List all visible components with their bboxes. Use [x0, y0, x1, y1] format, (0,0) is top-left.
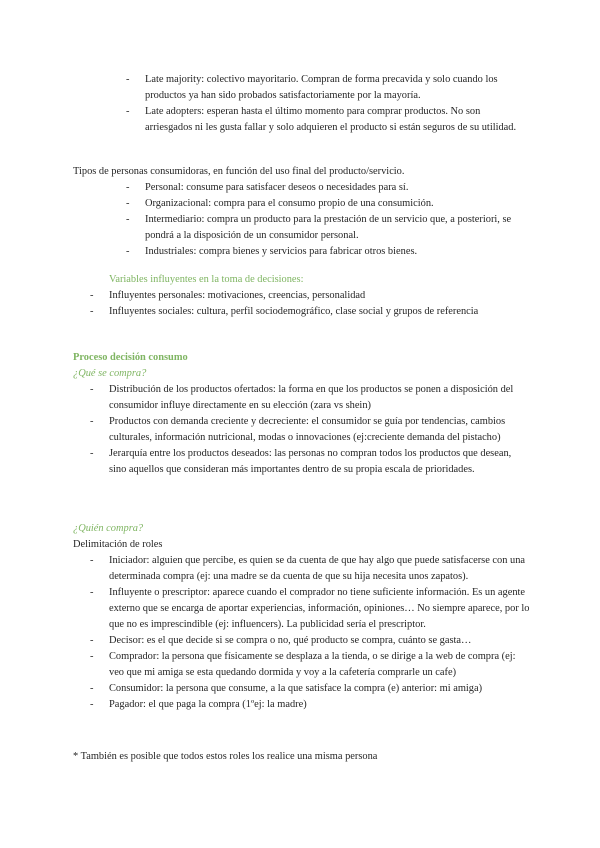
- quien-compra-heading: ¿Quién compra?: [73, 523, 144, 534]
- list-item: [126, 196, 521, 212]
- list-item: [90, 382, 530, 414]
- list-item-text: Decisor: es el que decide si se compra o no, qué producto se compra, cuánto se gasta…: [109, 635, 472, 646]
- list-item-text: Influyentes sociales: cultura, perfil sociodemográfico, clase social y grupos de referencia: [109, 306, 479, 317]
- list-item: [90, 553, 530, 585]
- bullet-dash: -: [90, 448, 94, 459]
- bullet-dash: -: [90, 651, 94, 662]
- proceso-heading: Proceso decisión consumo: [73, 352, 188, 363]
- list-item: [90, 697, 530, 713]
- que-se-compra-heading: ¿Qué se compra?: [73, 368, 147, 379]
- list-item: [126, 72, 526, 104]
- list-item: [90, 288, 530, 304]
- list-item: [126, 244, 521, 260]
- variables-list: [90, 288, 530, 320]
- proceso-list: [90, 382, 530, 478]
- list-item-text: Influyente o prescriptor: aparece cuando el comprador no tiene suficiente información. Es un agente externo que se encarga de aportar experiencias, información, opiniones… No siempre aparece, por lo que no es imprescindible (ej: influencers). La publicidad sería el prescriptor.: [109, 587, 530, 630]
- list-item-text: Late adopters: esperan hasta el último momento para comprar productos. No son arriesgados ni les gusta fallar y solo adquieren el producto si están seguros de su utilidad.: [145, 106, 517, 133]
- bullet-dash: -: [90, 306, 94, 317]
- adopters-list: [126, 72, 526, 136]
- bullet-dash: -: [90, 683, 94, 694]
- list-item-text: Organizacional: compra para el consumo propio de una consumición.: [145, 198, 434, 209]
- list-item-text: Consumidor: la persona que consume, a la que satisface la compra (e) anterior: mi amiga): [109, 683, 483, 694]
- list-item-text: Productos con demanda creciente y decreciente: el consumidor se guía por tendencias, cambios culturales, información nutricional, modas o innovaciones (ej:creciente demanda del pistacho): [109, 416, 506, 443]
- bullet-dash: -: [90, 555, 94, 566]
- variables-title: Variables influyentes en la toma de decisiones:: [109, 274, 304, 285]
- bullet-dash: -: [90, 384, 94, 395]
- list-item-text: Personal: consume para satisfacer deseos o necesidades para sí.: [145, 182, 409, 193]
- list-item-text: Influyentes personales: motivaciones, creencias, personalidad: [109, 290, 366, 301]
- list-item-text: Intermediario: compra un producto para la prestación de un servicio que, a posteriori, se pondrá a la disposición de un consumidor personal.: [145, 214, 512, 241]
- list-item: [90, 446, 530, 478]
- bullet-dash: -: [90, 290, 94, 301]
- bullet-dash: -: [90, 699, 94, 710]
- bullet-dash: -: [126, 198, 130, 209]
- bullet-dash: -: [90, 416, 94, 427]
- bullet-dash: -: [90, 635, 94, 646]
- bullet-dash: -: [126, 182, 130, 193]
- list-item-text: Industriales: compra bienes y servicios para fabricar otros bienes.: [145, 246, 418, 257]
- list-item: [126, 104, 526, 136]
- bullet-dash: -: [126, 74, 130, 85]
- roles-list: [90, 553, 530, 713]
- list-item-text: Iniciador: alguien que percibe, es quien se da cuenta de que hay algo que puede satisfacerse con una determinada compra (ej: una madre se da cuenta de que su hija necesita unos zapatos).: [109, 555, 526, 582]
- list-item: [90, 304, 530, 320]
- list-item-text: Jerarquía entre los productos deseados: las personas no compran todos los productos que desean, sino aquellos que consideran más importantes dentro de su propia escala de prioridades.: [109, 448, 512, 475]
- list-item-text: Late majority: colectivo mayoritario. Compran de forma precavida y solo cuando los productos ya han sido probados satisfactoriamente por la mayoría.: [145, 74, 498, 101]
- list-item: [90, 649, 530, 681]
- roles-note: * También es posible que todos estos roles los realice una misma persona: [73, 751, 378, 762]
- bullet-dash: -: [126, 214, 130, 225]
- list-item-text: Pagador: el que paga la compra (1ºej: la madre): [109, 699, 307, 710]
- list-item: [90, 585, 530, 633]
- list-item: [90, 414, 530, 446]
- list-item: [90, 633, 530, 649]
- bullet-dash: -: [126, 106, 130, 117]
- list-item: [90, 681, 530, 697]
- list-item: [126, 180, 521, 196]
- tipos-list: [126, 180, 521, 260]
- list-item-text: Comprador: la persona que físicamente se desplaza a la tienda, o se dirige a la web de compra (ej: veo que mi amiga se esta quedando dormida y voy a la cafetería comprarle un cafe): [109, 651, 516, 678]
- bullet-dash: -: [90, 587, 94, 598]
- list-item: [126, 212, 521, 244]
- bullet-dash: -: [126, 246, 130, 257]
- roles-title: Delimitación de roles: [73, 539, 163, 550]
- list-item-text: Distribución de los productos ofertados: la forma en que los productos se ponen a disposición del consumidor influye directamente en su elección (zara vs shein): [109, 384, 514, 411]
- tipos-intro: Tipos de personas consumidoras, en función del uso final del producto/servicio.: [73, 166, 405, 177]
